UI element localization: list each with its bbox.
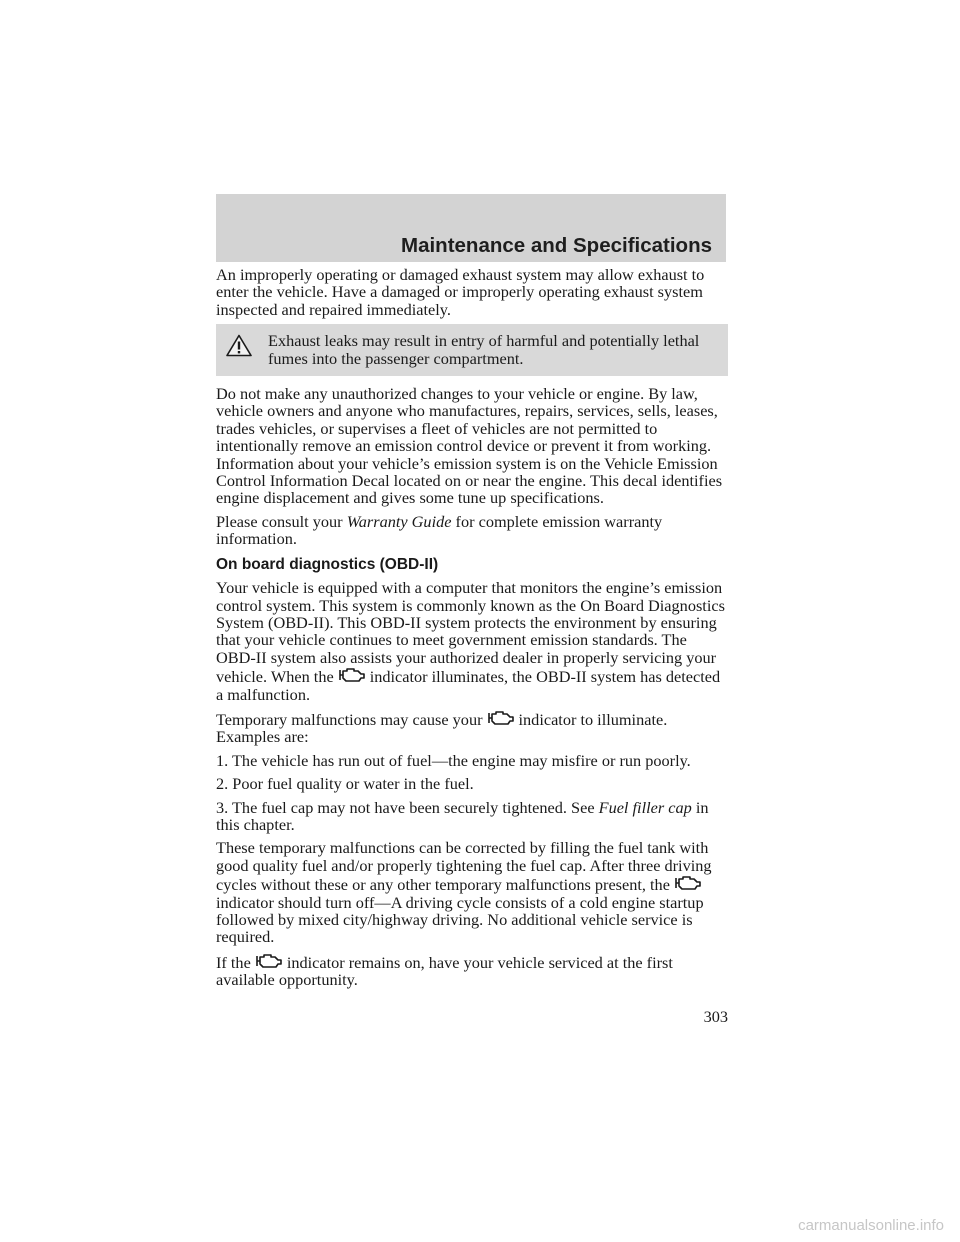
exhaust-paragraph: An improperly operating or damaged exhaust system may allow exhaust to enter the vehicle. Have a damaged or improperly operating exhaust system inspected and repaired immediately. xyxy=(216,265,705,319)
warranty-guide-reference: Warranty Guide xyxy=(346,511,452,531)
obd-paragraph-3: These temporary malfunctions can be corrected by filling the fuel tank with good quality fuel and/or properly tightening the fuel cap. After three driving cycles without these or any other temporary malfunctions present, theindicator should turn off—A driving cycle consists of a cold engine startup followed by mixed city/highway driving. No additional vehicle service is required. xyxy=(216,838,712,947)
obd-paragraph-1: Your vehicle is equipped with a computer that monitors the engine’s emission control system. This system is commonly known as the On Board Diagnostics System (OBD-II). This OBD-II system protects the environment by ensuring that your vehicle continues to meet government emission standards. The OBD-II system also assists your authorized dealer in properly servicing your vehicle. When the indicator illuminates, the OBD-II system has detected a malfunction. xyxy=(216,578,725,704)
main-content xyxy=(216,266,728,995)
footer-watermark: carmanualsonline.info xyxy=(798,1217,944,1234)
warranty-paragraph: Please consult your Warranty Guide for complete emission warranty information. xyxy=(216,511,663,549)
check-engine-icon xyxy=(486,709,516,727)
page-title: Maintenance and Specifications xyxy=(401,234,712,257)
check-engine-icon xyxy=(337,666,367,684)
obd-section-heading: On board diagnostics (OBD-II) xyxy=(216,555,439,573)
check-engine-icon xyxy=(254,952,284,970)
obd-paragraph-2: Temporary malfunctions may cause your indicator to illuminate. Examples are: xyxy=(216,709,668,747)
check-engine-icon xyxy=(673,874,703,892)
list-item-1: 1. The vehicle has run out of fuel—the engine may misfire or run poorly. xyxy=(216,750,691,770)
unauthorized-changes-paragraph: Do not make any unauthorized changes to your vehicle or engine. By law, vehicle owners and anyone who manufactures, repairs, services, sells, leases, trades vehicles, or supervises a fleet of vehicles are not permitted to intentionally remove an emission control device or prevent it from working. Information about your vehicle’s emission system is on the Vehicle Emission Control Information Decal located on or near the engine. This decal identifies engine displacement and gives some tune up specifications. xyxy=(216,384,723,508)
list-item-3: 3. The fuel cap may not have been securely tightened. See Fuel filler cap in this chapter. xyxy=(216,797,709,834)
page-number: 303 xyxy=(703,1007,728,1026)
obd-paragraph-4: If the indicator remains on, have your vehicle serviced at the first available opportunity. xyxy=(216,952,673,990)
fuel-filler-cap-reference: Fuel filler cap xyxy=(598,797,692,817)
warning-box xyxy=(216,324,728,376)
header-band xyxy=(216,194,726,262)
warning-triangle-icon xyxy=(226,334,252,357)
warning-text: Exhaust leaks may result in entry of harmful and potentially lethal fumes into the passenger compartment. xyxy=(268,331,700,368)
list-item-2: 2. Poor fuel quality or water in the fuel. xyxy=(216,774,474,794)
